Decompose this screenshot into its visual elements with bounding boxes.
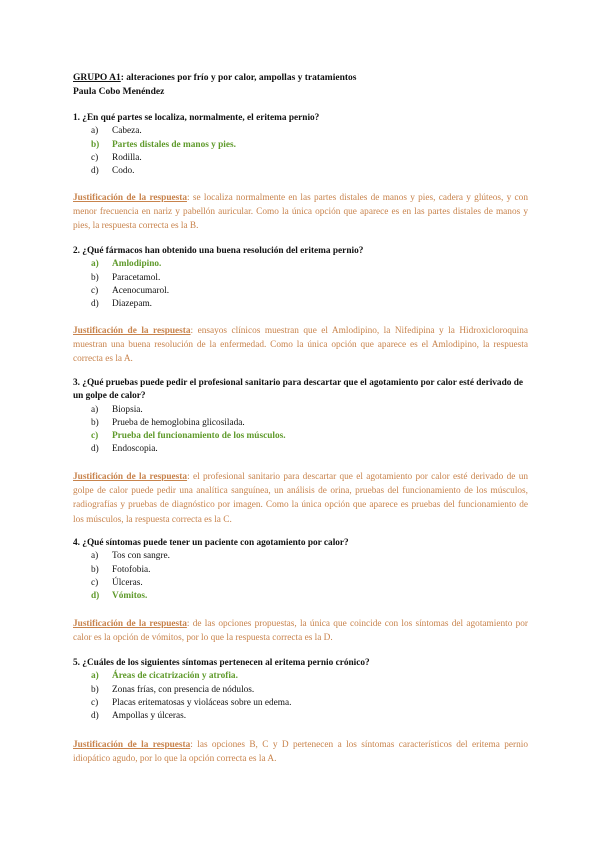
option-d: d) Codo. <box>91 166 135 177</box>
option-c: c) Rodilla. <box>91 152 142 163</box>
justification-4: Justificación de la respuesta: de las opciones propuestas, la única que coincide con los síntomas del agotamiento por calor es la opción de vómitos, por lo que la respuesta correcta es la D. <box>73 619 528 644</box>
option-a: a) Cabeza. <box>91 126 142 137</box>
justification-1: Justificación de la respuesta: se localiza normalmente en las partes distales de manos y pies, cadera y glúteos, y con menor frecuencia en nariz y pabellón auricular. Como la única opción que aparece es en las partes distales de manos y pies, la respuesta correcta es la B. <box>73 193 528 232</box>
option-list <box>73 550 528 603</box>
option-b: b) Paracetamol. <box>91 272 161 283</box>
option-c: c) Placas eritematosas y violáceas sobre un edema. <box>91 697 292 708</box>
option-d-correct: d) Vómitos. <box>91 591 148 602</box>
option-d: d) Diazepam. <box>91 299 153 310</box>
author-name: Paula Cobo Menéndez <box>73 87 165 97</box>
justification-label: Justificación de la respuesta <box>73 740 191 750</box>
option-c: c) Úlceras. <box>91 577 143 588</box>
question-1 <box>73 112 528 178</box>
question-stem: 5. ¿Cuáles de los siguientes síntomas pertenecen al eritema pernio crónico? <box>73 658 370 668</box>
justification-label: Justificación de la respuesta <box>73 193 187 203</box>
question-3 <box>73 377 528 457</box>
question-2 <box>73 245 528 311</box>
justification-3: Justificación de la respuesta: el profesional sanitario para descartar que el agotamiento por calor esté derivado de un golpe de calor puede pedir una analítica sanguínea, un análisis de orina, pruebas del funcionamiento de los músculos, radiografías y pruebas de diagnóstico por imagen. Como la única opción que aparece es pruebas del funcionamiento de los músculos, la respuesta correcta es la C. <box>73 472 528 525</box>
option-b-correct: b) Partes distales de manos y pies. <box>91 139 236 150</box>
option-c: c) Acenocumarol. <box>91 285 170 296</box>
justification-label: Justificación de la respuesta <box>73 326 191 336</box>
option-b: b) Zonas frías, con presencia de nódulos. <box>91 684 255 695</box>
question-stem: 2. ¿Qué fármacos han obtenido una buena resolución del eritema pernio? <box>73 246 364 256</box>
question-stem: 4. ¿Qué síntomas puede tener un paciente con agotamiento por calor? <box>73 538 349 548</box>
option-b: b) Fotofobia. <box>91 564 151 575</box>
option-d: d) Ampollas y úlceras. <box>91 711 187 722</box>
option-a: a) Tos con sangre. <box>91 551 170 562</box>
justification-label: Justificación de la respuesta <box>73 472 188 482</box>
option-a: a) Biopsia. <box>91 404 143 415</box>
justification-2: Justificación de la respuesta: ensayos clínicos muestran que el Amlodipino, la Nifedipina y la Hidroxicloroquina muestran una buena resolución de la enfermedad. Como la única opción que aparece es el Amlodipino, la respuesta correcta es la A. <box>73 326 528 365</box>
option-c-correct: c) Prueba del funcionamiento de los músculos. <box>91 431 286 442</box>
document-header <box>73 71 356 99</box>
option-a-correct: a) Áreas de cicatrización y atrofia. <box>91 671 238 682</box>
option-d: d) Endoscopia. <box>91 444 158 455</box>
group-topic: : alteraciones por frío y por calor, ampollas y tratamientos <box>120 73 357 83</box>
question-stem: 3. ¿Qué pruebas puede pedir el profesional sanitario para descartar que el agotamiento por calor esté derivado de un golpe de calor? <box>73 378 524 402</box>
option-list <box>73 258 528 311</box>
group-label: GRUPO A1 <box>73 73 121 83</box>
question-4 <box>73 537 528 603</box>
document-title <box>73 71 356 85</box>
option-list <box>73 670 528 723</box>
justification-label: Justificación de la respuesta <box>73 619 187 629</box>
option-b: b) Prueba de hemoglobina glicosilada. <box>91 417 245 428</box>
justification-5: Justificación de la respuesta: las opciones B, C y D pertenecen a los síntomas característicos del eritema pernio idiopático agudo, por lo que la opción correcta es la A. <box>73 740 528 765</box>
option-list <box>73 404 528 457</box>
question-stem: 1. ¿En qué partes se localiza, normalmente, el eritema pernio? <box>73 113 320 123</box>
option-a-correct: a) Amlodipino. <box>91 259 162 270</box>
option-list <box>73 125 528 178</box>
question-5 <box>73 657 528 723</box>
